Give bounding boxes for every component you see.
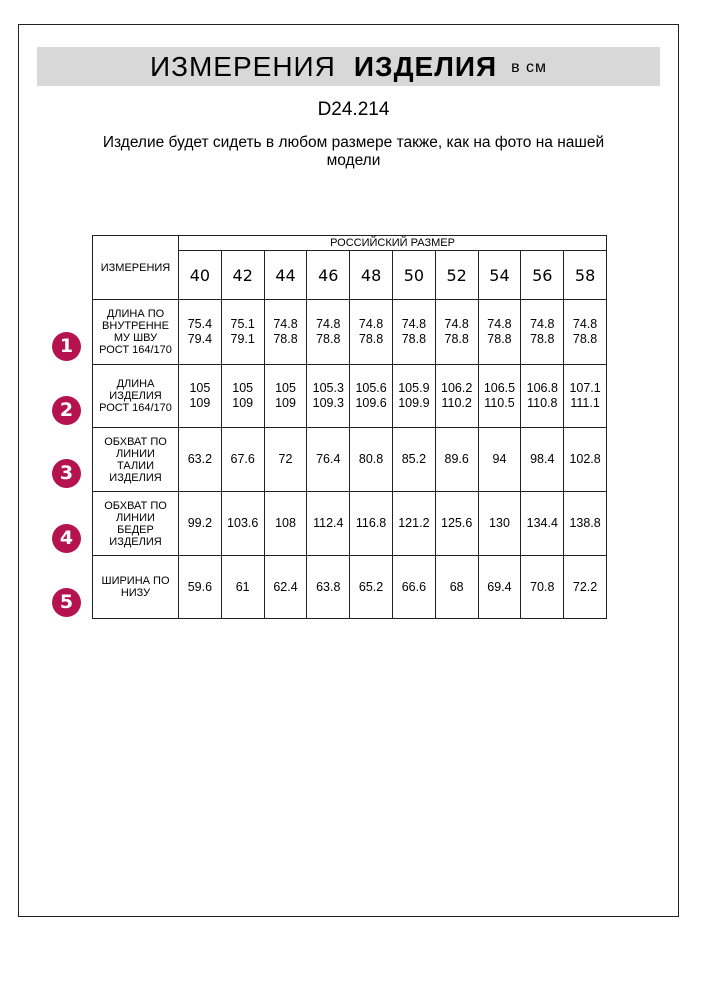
value-line: 67.6 [230, 452, 255, 466]
value-line: 79.4 [187, 332, 213, 346]
value-line: 103.6 [227, 516, 259, 530]
size-header: 42 [221, 251, 264, 300]
table-row [93, 300, 607, 365]
value-line: 78.8 [487, 332, 512, 346]
value-line: 72.2 [572, 579, 598, 594]
value-cell [521, 365, 564, 428]
value-line: 78.8 [444, 332, 469, 346]
size-header: 50 [392, 251, 435, 300]
value-cell [478, 428, 521, 492]
value-line: 109.9 [398, 396, 430, 410]
row-label-line: ОБХВАТ ПО [104, 435, 167, 448]
fit-note: Изделие будет сидеть в любом размере также, как на фото на нашей модели [102, 134, 605, 169]
value-cell [521, 300, 564, 365]
value-cell [350, 300, 393, 365]
value-cell [392, 428, 435, 492]
value-line: 109.6 [355, 396, 387, 410]
value-cell [221, 428, 264, 492]
value-cell [392, 300, 435, 365]
value-line: 80.8 [358, 452, 384, 466]
row-label [93, 300, 179, 365]
value-line: 89.6 [444, 452, 469, 466]
value-line: 79.1 [230, 332, 255, 346]
value-line: 59.6 [187, 579, 213, 594]
value-cell [564, 428, 607, 492]
value-cell [307, 428, 350, 492]
value-line: 65.2 [358, 579, 384, 594]
value-line: 106.5 [483, 381, 516, 395]
value-cell [221, 492, 264, 556]
measurement-number-badge: 5 [52, 588, 81, 617]
value-line: 61 [235, 579, 250, 594]
value-cell [392, 492, 435, 556]
value-line: 108 [275, 516, 296, 530]
value-cell [478, 492, 521, 556]
row-label-line: ДЛИНА ПО [106, 308, 165, 320]
value-line: 74.8 [487, 317, 512, 331]
value-cell [350, 492, 393, 556]
value-line: 78.8 [273, 332, 298, 346]
value-line: 63.8 [316, 579, 341, 594]
value-line: 99.2 [187, 516, 213, 530]
value-cell [264, 556, 307, 619]
value-cell [179, 365, 222, 428]
value-line: 78.8 [401, 332, 427, 346]
value-line: 78.8 [530, 332, 555, 346]
row-label-line: ДЛИНА [116, 378, 155, 390]
value-line: 110.5 [484, 396, 515, 410]
value-line: 109 [275, 396, 296, 410]
value-cell [521, 428, 564, 492]
value-cell [179, 556, 222, 619]
value-cell [221, 365, 264, 428]
value-line: 74.8 [273, 317, 298, 331]
value-cell [435, 365, 478, 428]
title-unit: в см [511, 59, 548, 76]
value-line: 106.2 [441, 381, 473, 395]
table-row [93, 556, 607, 619]
value-line: 105.3 [312, 381, 344, 395]
size-header: 54 [478, 251, 521, 300]
value-line: 85.2 [401, 452, 427, 466]
table-row [93, 365, 607, 428]
value-line: 74.8 [530, 317, 555, 331]
size-header: 56 [521, 251, 564, 300]
value-cell [179, 492, 222, 556]
value-cell [179, 300, 222, 365]
size-header: 58 [564, 251, 607, 300]
row-label-line: ИЗДЕЛИЯ [109, 471, 162, 484]
value-cell [307, 556, 350, 619]
row-label [93, 428, 179, 492]
value-cell [478, 556, 521, 619]
value-line: 109 [232, 396, 254, 410]
measurement-number-badge: 2 [52, 396, 81, 425]
value-line: 102.8 [569, 452, 601, 466]
value-line: 138.8 [569, 516, 601, 530]
value-cell [564, 300, 607, 365]
value-cell [350, 556, 393, 619]
value-line: 105 [189, 381, 211, 395]
value-line: 98.4 [530, 452, 555, 466]
row-label-line: ЛИНИИ [116, 511, 155, 524]
size-header: 44 [264, 251, 307, 300]
measurement-number-badge: 3 [52, 459, 81, 488]
value-line: 74.8 [316, 317, 341, 331]
row-label [93, 492, 179, 556]
value-line: 130 [489, 516, 510, 530]
value-cell [179, 428, 222, 492]
value-line: 107.1 [569, 381, 601, 395]
value-cell [221, 300, 264, 365]
value-line: 63.2 [187, 452, 213, 466]
row-label-line: НИЗУ [120, 587, 151, 599]
value-cell [435, 428, 478, 492]
row-label [93, 556, 179, 619]
value-line: 110.2 [441, 396, 472, 410]
value-cell [478, 300, 521, 365]
row-label-line: ЛИНИИ [116, 447, 155, 460]
value-line: 70.8 [530, 579, 555, 594]
value-line: 134.4 [526, 516, 558, 530]
value-line: 66.6 [401, 579, 427, 594]
row-label-line: МУ ШВУ [113, 332, 158, 344]
value-cell [264, 492, 307, 556]
row-label-line: РОСТ 164/170 [99, 344, 172, 356]
value-cell [478, 365, 521, 428]
value-line: 106.8 [526, 381, 558, 395]
value-line: 78.8 [572, 332, 598, 346]
value-line: 78.8 [316, 332, 341, 346]
value-line: 74.8 [444, 317, 469, 331]
value-cell [350, 428, 393, 492]
value-line: 112.4 [313, 516, 344, 530]
value-line: 105 [232, 381, 254, 395]
value-cell [435, 556, 478, 619]
value-cell [564, 492, 607, 556]
value-line: 74.8 [401, 317, 427, 331]
value-line: 109 [189, 396, 211, 410]
size-header: 46 [307, 251, 350, 300]
title-bold: ИЗДЕЛИЯ [353, 51, 498, 82]
value-cell [392, 556, 435, 619]
value-line: 105.6 [355, 381, 387, 395]
row-label-line: ОБХВАТ ПО [104, 499, 167, 512]
row-label-line: ТАЛИИ [117, 459, 154, 472]
value-cell [221, 556, 264, 619]
value-cell [307, 300, 350, 365]
value-line: 69.4 [487, 579, 512, 594]
value-line: 94 [492, 452, 507, 466]
article-number: D24.214 [317, 99, 390, 120]
row-label-line: БЕДЕР [117, 523, 154, 536]
value-line: 105 [275, 381, 296, 395]
row-label-line: ИЗДЕЛИЯ [109, 390, 162, 402]
value-line: 109.3 [312, 396, 344, 410]
value-cell [435, 300, 478, 365]
value-line: 110.8 [527, 396, 558, 410]
value-cell [350, 365, 393, 428]
value-line: 74.8 [358, 317, 384, 331]
value-cell [307, 492, 350, 556]
size-header: 52 [435, 251, 478, 300]
row-label [93, 365, 179, 428]
value-line: 125.6 [441, 516, 473, 530]
title-regular: ИЗМЕРЕНИЯ [149, 51, 336, 82]
row-label-line: РОСТ 164/170 [99, 402, 172, 414]
value-cell [264, 300, 307, 365]
value-cell [264, 365, 307, 428]
row-label-line: ШИРИНА ПО [101, 575, 170, 587]
value-line: 62.4 [273, 579, 298, 594]
measurement-number-badge: 1 [52, 332, 81, 361]
value-cell [264, 428, 307, 492]
size-header: 48 [350, 251, 393, 300]
value-line: 105.9 [398, 381, 430, 395]
value-cell [521, 556, 564, 619]
measurement-number-badge: 4 [52, 524, 81, 553]
measurement-table [92, 235, 607, 619]
measurements-header: ИЗМЕРЕНИЯ [93, 236, 179, 300]
value-line: 75.1 [230, 317, 255, 331]
value-line: 121.2 [398, 516, 430, 530]
value-line: 116.8 [355, 516, 387, 530]
value-line: 111.1 [570, 396, 600, 410]
size-header: 40 [179, 251, 222, 300]
value-line: 75.4 [187, 317, 213, 331]
value-cell [435, 492, 478, 556]
title-bar [37, 47, 660, 86]
value-line: 74.8 [572, 317, 598, 331]
value-cell [392, 365, 435, 428]
size-group-header: РОССИЙСКИЙ РАЗМЕР [179, 236, 607, 251]
value-cell [307, 365, 350, 428]
value-line: 68 [449, 579, 464, 594]
value-cell [521, 492, 564, 556]
table-row [93, 428, 607, 492]
value-line: 72 [278, 452, 293, 466]
table-row [93, 492, 607, 556]
row-label-line: ВНУТРЕННЕ [102, 320, 169, 332]
value-line: 78.8 [358, 332, 384, 346]
value-line: 76.4 [316, 452, 341, 466]
row-label-line: ИЗДЕЛИЯ [109, 535, 162, 548]
value-cell [564, 365, 607, 428]
value-cell [564, 556, 607, 619]
